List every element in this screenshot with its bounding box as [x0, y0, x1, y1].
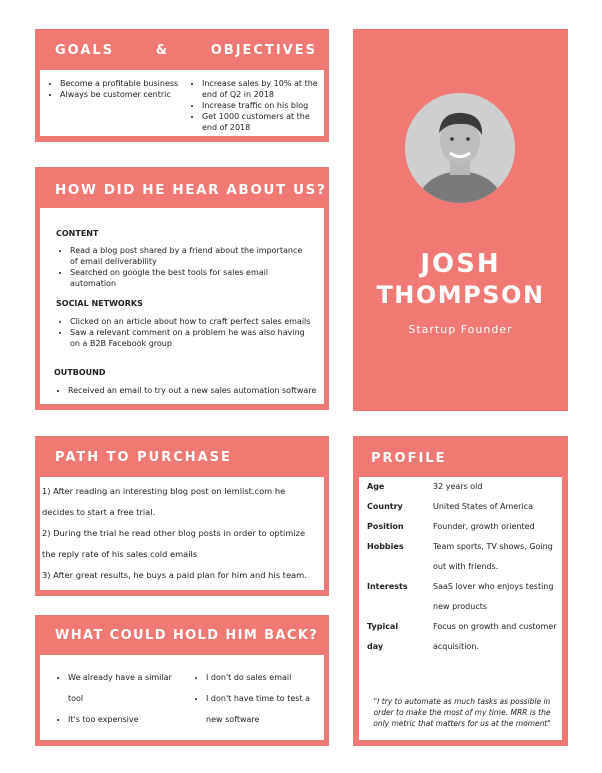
hold-right-list [192, 667, 321, 730]
goals-title [55, 43, 317, 58]
profile-value: 32 years old [433, 482, 483, 491]
path-body [40, 477, 324, 590]
profile-key: Typical day [367, 622, 399, 651]
list-item: • I don't have time to test a new software [206, 688, 321, 730]
person-photo-icon [405, 93, 515, 203]
outbound-list [54, 385, 318, 396]
profile-key: Age [367, 482, 385, 491]
profile-title: PROFILE [371, 451, 447, 466]
goals-title-word-1: GOALS [55, 43, 115, 58]
list-item: • Increase sales by 10% at the end of Q2 in 2018 [202, 78, 327, 100]
hold-body [40, 655, 324, 740]
social-heading: SOCIAL NETWORKS [56, 299, 143, 308]
avatar [405, 93, 515, 203]
list-item: • Get 1000 customers at the end of 2018 [202, 111, 327, 133]
list-item: • We already have a similar tool [68, 667, 176, 709]
profile-key: Interests [367, 582, 408, 591]
goals-left-list [46, 78, 180, 100]
profile-card [353, 436, 568, 746]
profile-value: Founder, growth oriented [433, 522, 535, 531]
profile-key: Position [367, 522, 404, 531]
first-name: JOSH [420, 249, 501, 279]
profile-value: Team sports, TV shows, Going out with friends. [433, 542, 553, 571]
profile-value: United States of America [433, 502, 533, 511]
outbound-heading: OUTBOUND [54, 368, 106, 377]
content-list [56, 245, 310, 289]
content-heading: CONTENT [56, 229, 99, 238]
profile-quote: "I try to automate as much tasks as possible in order to make the most of my time. MRR is the only metric that matters for us at the moment" [373, 697, 551, 728]
path-card [35, 436, 329, 596]
goals-title-ampersand: & [155, 43, 170, 58]
goals-right-list [188, 78, 327, 133]
list-item: • Searched on google the best tools for sales email automation [70, 267, 310, 289]
list-item: • I don't do sales email [206, 667, 321, 688]
list-item: • Read a blog post shared by a friend about the importance of email deliverability [70, 245, 310, 267]
goals-body [40, 70, 324, 136]
path-title: PATH TO PURCHASE [55, 450, 232, 465]
list-item: • It's too expensive [68, 709, 176, 730]
profile-body [359, 477, 562, 740]
hold-card [35, 615, 329, 746]
profile-value: SaaS lover who enjoys testing new products [433, 582, 554, 611]
social-list [56, 316, 315, 349]
list-item: • Clicked on an article about how to craft perfect sales emails [70, 316, 315, 327]
list-item: • Always be customer centric [60, 89, 180, 100]
hold-title: WHAT COULD HOLD HIM BACK? [55, 628, 319, 643]
path-line: decides to start a free trial. [42, 507, 156, 517]
person-card [353, 29, 568, 411]
goals-title-word-2: OBJECTIVES [210, 43, 317, 58]
hold-left-list [54, 667, 176, 730]
path-line: the reply rate of his sales cold emails [42, 549, 198, 559]
goals-card [35, 29, 329, 142]
profile-key: Country [367, 502, 403, 511]
path-line: 3) After great results, he buys a paid plan for him and his team. [42, 570, 307, 580]
list-item: • Become a profitable business [60, 78, 180, 89]
role-label: Startup Founder [408, 323, 513, 336]
last-name: THOMPSON [376, 281, 545, 309]
list-item: • Saw a relevant comment on a problem he was also having on a B2B Facebook group [70, 327, 315, 349]
path-line: 2) During the trial he read other blog posts in order to optimize [42, 528, 306, 538]
list-item: • Increase traffic on his blog [202, 100, 327, 111]
profile-key: Hobbies [367, 542, 404, 551]
list-item: • Received an email to try out a new sales automation software [68, 385, 318, 396]
path-line: 1) After reading an interesting blog post on lemlist.com he [42, 486, 286, 496]
hear-card [35, 167, 329, 410]
hear-title: HOW DID HE HEAR ABOUT US? [55, 182, 327, 198]
profile-value: Focus on growth and customer acquisition. [433, 622, 557, 651]
hear-body [40, 208, 324, 404]
